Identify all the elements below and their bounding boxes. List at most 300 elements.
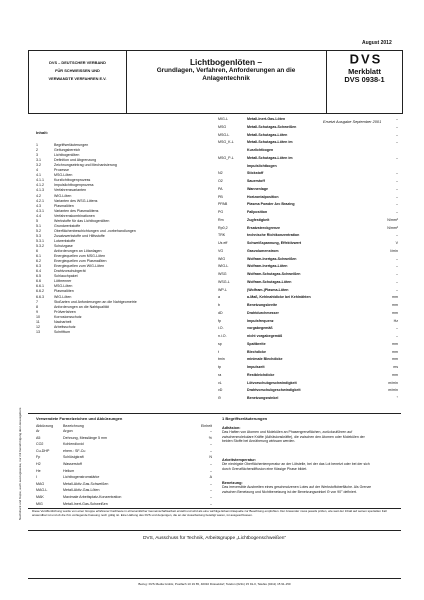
dvs-logo bbox=[332, 53, 400, 65]
disclaimer: Diese Veröffentlichung wurde von einer Gruppe erfahrener Fachleute in ehrenamtlicher Gemeinschaftsarbeit erstellt und wird als eine wichtige Erkenntnisquelle zur Beachtung empfohlen. Der Anwender muss jeweils prüfen, wie weit der Inhalt auf seinen speziellen Fall anwendbar ist und ob die ihm vorliegende Fassung noch gültig ist. Eine Haftung des DVS und derjenigen, die an der Ausarbeitung beteiligt waren, ist ausgeschlossen. bbox=[32, 509, 387, 517]
abbreviation-description: Drahtvorschubgeschwindigkeit bbox=[247, 388, 301, 393]
abbreviation-description: Impulszeit bbox=[247, 365, 265, 369]
formula-description: Argon bbox=[63, 429, 73, 433]
toc-item-title: Prozesse bbox=[54, 168, 69, 173]
abbreviation-row bbox=[218, 373, 398, 378]
formula-unit: – bbox=[210, 429, 212, 433]
association-line: FÜR SCHWEISSEN UND bbox=[55, 68, 100, 73]
abbreviation-list-right bbox=[218, 117, 398, 407]
abbreviation-row bbox=[218, 202, 398, 207]
abbreviation-unit: – bbox=[396, 272, 398, 276]
toc-item-number: 7 bbox=[36, 299, 38, 304]
abbreviation-symbol: Us eff bbox=[218, 241, 228, 245]
abbreviation-symbol: VG bbox=[218, 248, 224, 253]
abbreviation-symbol: PA bbox=[218, 186, 223, 191]
abbreviation-unit: m/min bbox=[388, 388, 398, 393]
toc-item-title: Arbeitsschutz bbox=[54, 324, 76, 329]
abbreviation-description: Metall-Inert-Gas-Löten bbox=[247, 117, 286, 121]
abbreviation-description: Ersatzstreckgrenze bbox=[247, 225, 280, 230]
section-1 bbox=[222, 417, 392, 509]
formula-unit: N bbox=[209, 455, 212, 460]
term-adhaesion bbox=[222, 426, 374, 443]
toc-item-title: Prüfverfahren bbox=[54, 309, 76, 314]
formula-symbol: CO2 bbox=[36, 442, 44, 447]
abbreviation-symbol: dD bbox=[218, 310, 223, 315]
toc-item-number: 6.6 bbox=[36, 279, 41, 284]
abbreviation-symbol: vL bbox=[218, 380, 222, 385]
abbreviation-unit: V bbox=[395, 241, 398, 245]
abbreviation-symbol: MSG-L bbox=[218, 132, 230, 137]
toc-item-number: 10 bbox=[36, 314, 40, 319]
abbreviation-description: Wolfram-Inertgas-Löten bbox=[247, 264, 288, 269]
toc-item-title: Schlauchpaket bbox=[54, 274, 78, 279]
formula-row bbox=[36, 455, 212, 460]
toc-item-title: Energiequellen zum MSG-Löten bbox=[54, 254, 106, 259]
abbreviation-row bbox=[218, 303, 398, 308]
toc-item-number: 1 bbox=[36, 143, 38, 147]
toc-item-number: 5.2 bbox=[36, 228, 41, 233]
toc-item-title: Grundwerkstoffe bbox=[54, 223, 81, 228]
abbreviation-row bbox=[218, 280, 398, 285]
dvs-logo-text: DVS bbox=[349, 53, 383, 65]
formula-symbol: Ar bbox=[36, 429, 40, 433]
formula-unit: – bbox=[210, 501, 212, 506]
formula-row bbox=[36, 469, 212, 474]
toc-item-title: Energiequellen zum WIG-Löten bbox=[54, 264, 105, 269]
abbreviation-unit: l/min bbox=[390, 248, 398, 253]
abbreviation-description: Wannenlage bbox=[247, 186, 269, 191]
abbreviation-unit: – bbox=[396, 279, 398, 284]
abbreviation-unit: – bbox=[396, 202, 398, 207]
abbreviation-unit: mm bbox=[392, 310, 398, 315]
column-header: Bezeichnung bbox=[63, 424, 84, 428]
toc-item-title: Korrosionsschutz bbox=[54, 314, 82, 319]
abbreviation-description: Metall-Schutzgas-Schweißen bbox=[247, 124, 297, 129]
toc-item-number: 6.1 bbox=[36, 254, 41, 259]
abbreviation-symbol: sp bbox=[218, 341, 222, 346]
toc-item-number: 4.1.1 bbox=[36, 178, 44, 183]
formula-row bbox=[36, 495, 212, 500]
toc-item-number: 4.4 bbox=[36, 213, 41, 218]
abbreviation-description: Wolfram-Schutzgas-Schweißen bbox=[247, 272, 301, 276]
abbreviation-symbol: N2 bbox=[218, 171, 223, 176]
term-text: Die niedrigste Oberflächentemperatur an der Lötstelle, bei der das Lot benetzt oder bei der sich durch Grenzflächendiffusion eine flüssige Phase bildet. bbox=[222, 462, 370, 471]
toc-item-number: 4.3 bbox=[36, 203, 41, 208]
formula-symbol: Fp bbox=[36, 455, 41, 460]
abbreviation-symbol: a bbox=[218, 295, 220, 300]
toc-item-number: 6.3 bbox=[36, 264, 41, 269]
abbreviation-unit: – bbox=[396, 132, 398, 137]
toc-item-number: 4.2 bbox=[36, 193, 41, 198]
formula-unit: – bbox=[210, 488, 212, 493]
abbreviation-row bbox=[218, 249, 398, 254]
abbreviation-unit: ms bbox=[393, 365, 398, 369]
formula-unit: – bbox=[210, 442, 212, 447]
abbreviation-description: Horizontalposition bbox=[247, 194, 279, 199]
abbreviation-symbol: MIG-L bbox=[218, 117, 228, 121]
abbreviation-description: Zugfestigkeit bbox=[247, 217, 270, 222]
abbreviation-description: technische Richtkonzentration bbox=[247, 233, 300, 238]
toc-item-title: Energiequellen zum Plasmalöten bbox=[54, 259, 107, 264]
association-line: DVS – DEUTSCHER VERBAND bbox=[49, 60, 106, 65]
abbreviation-row bbox=[218, 210, 398, 215]
abbreviation-row bbox=[218, 342, 398, 347]
edition-note: Ersetzt Ausgabe September 2001 bbox=[323, 119, 382, 124]
toc-item-title: Geltungsbereich bbox=[54, 148, 81, 153]
document-title bbox=[127, 57, 325, 82]
abbreviation-row bbox=[218, 117, 398, 122]
formula-description: Metall-Aktiv-Gas-Schweißen bbox=[63, 481, 109, 486]
abbreviation-row bbox=[218, 334, 398, 339]
abbreviation-symbol: Rm bbox=[218, 217, 224, 222]
association-name bbox=[29, 59, 126, 83]
abbreviation-unit: – bbox=[396, 256, 398, 261]
formula-symbol: MAG bbox=[36, 481, 45, 486]
abbreviation-description: Metall-Schutzgas-Löten im bbox=[247, 140, 293, 145]
toc-item-title: Zusatzwerkstoffe und Hilfsstoffe bbox=[54, 233, 105, 238]
toc-item-number: 5.3.2 bbox=[36, 244, 44, 248]
abbreviation-description: (Wolfram-)Plasma-Löten bbox=[247, 287, 289, 292]
section-1-title: 1 Begriffserläuterungen bbox=[222, 416, 268, 421]
toc-item-number: 9 bbox=[36, 309, 38, 314]
toc-item-title: Oberflächenbeschichtungen und -vorbehandlungen bbox=[54, 228, 136, 233]
abbreviation-unit: – bbox=[396, 186, 398, 191]
abbreviation-description: minimale Blechdicke bbox=[247, 357, 283, 362]
abbreviation-description: a-Maß, Kehlnahtdicke bei Kehlnähten bbox=[247, 295, 311, 300]
toc-item-number: 6.2 bbox=[36, 259, 41, 264]
abbreviation-row bbox=[218, 272, 398, 277]
abbreviation-row bbox=[218, 148, 398, 153]
formula-description: Schlüsigkraft bbox=[63, 455, 84, 460]
abbreviation-description: Wolfram-Schutzgas-Löten bbox=[247, 279, 292, 284]
formula-symbol: Cu-DHP bbox=[36, 448, 50, 453]
toc-item-title: Verfahrensvarianten bbox=[54, 188, 87, 193]
toc-item-title: Lichtbogenlöten bbox=[54, 153, 80, 158]
abbreviation-unit: N/mm² bbox=[387, 225, 398, 230]
toc-item-title: Werkstoffe für das Lichtbogenlöten bbox=[54, 218, 110, 223]
formula-section-title: Verwendete Formelzeichen und Abkürzungen bbox=[36, 416, 123, 421]
abbreviation-unit: – bbox=[396, 124, 398, 129]
abbreviation-description: Metall-Schutzgas-Löten im bbox=[247, 155, 293, 160]
toc-item-title: Definition und Abgrenzung bbox=[54, 158, 97, 163]
abbreviation-description: Sauerstoff bbox=[247, 179, 265, 183]
toc-item-number: 6 bbox=[36, 249, 38, 254]
abbreviation-symbol: PB bbox=[218, 194, 223, 199]
abbreviation-row bbox=[218, 365, 398, 370]
toc-item-number: 6.6.2 bbox=[36, 289, 44, 294]
abbreviation-row bbox=[218, 388, 398, 393]
abbreviation-symbol: ra bbox=[218, 372, 222, 377]
abbreviation-description: Schweißspannung, Effektivwert bbox=[247, 241, 302, 245]
abbreviation-symbol: b bbox=[218, 303, 220, 307]
table-of-contents bbox=[36, 131, 211, 343]
abbreviation-row bbox=[218, 311, 398, 316]
copyright-side-note bbox=[18, 180, 24, 520]
formula-row bbox=[36, 488, 212, 493]
toc-item-number: 8 bbox=[36, 304, 38, 309]
toc-item-title: Varianten des Plasmalötens bbox=[54, 208, 99, 213]
association-line: VERWANDTE VERFAHREN E.V. bbox=[48, 76, 107, 81]
section-divider bbox=[28, 530, 401, 531]
formula-row bbox=[36, 449, 212, 454]
formula-description: Helium bbox=[63, 468, 75, 473]
abbreviation-description: Impulslichtbogen bbox=[247, 163, 277, 168]
term-text: Das Haften von Atomen und Molekülen an Phasengrenzflächen, zurückzuführen auf zwischenmolekulare Kräfte (Adhäsionskräfte), die zwischen den Atomen oder Molekülen der beiden Stoffe bei Annäherung wirksam werden. bbox=[222, 430, 365, 443]
abbreviation-symbol: O2 bbox=[218, 179, 223, 183]
abbreviation-description: Blechdicke bbox=[247, 349, 266, 354]
abbreviation-description: Impulsfrequenz bbox=[247, 318, 274, 323]
abbreviation-symbol: WSG-L bbox=[218, 279, 230, 284]
toc-item-title: Kurzlichtbogenprozess bbox=[54, 178, 91, 183]
abbreviation-row bbox=[218, 350, 398, 355]
formula-description: Kohlendioxid bbox=[63, 442, 84, 447]
section-divider bbox=[28, 578, 401, 579]
toc-item-number: 5.3 bbox=[36, 233, 41, 238]
abbreviation-unit: – bbox=[396, 155, 398, 160]
toc-item-title: Nacharbeit bbox=[54, 319, 72, 324]
abbreviation-description: Metall-Schutzgas-Löten bbox=[247, 132, 288, 137]
abbreviation-symbol: i.O. bbox=[218, 326, 224, 331]
term-title: Arbeitstemperatur: bbox=[222, 458, 257, 462]
formula-row bbox=[36, 482, 212, 487]
formula-unit: – bbox=[210, 495, 212, 499]
abbreviation-row bbox=[218, 319, 398, 324]
formula-row bbox=[36, 475, 212, 480]
abbreviation-unit: ° bbox=[396, 396, 398, 400]
toc-item-title: Schrifttum bbox=[54, 329, 71, 334]
abbreviation-description: Plasma Powder Arc Brazing bbox=[247, 202, 295, 207]
abbreviation-unit: – bbox=[396, 233, 398, 238]
abbreviation-description: Spaltbreite bbox=[247, 341, 266, 346]
abbreviation-row bbox=[218, 133, 398, 138]
formula-unit: – bbox=[210, 462, 212, 466]
abbreviation-symbol: PPAB bbox=[218, 202, 228, 207]
abbreviation-unit: mm bbox=[392, 349, 398, 354]
abbreviation-row bbox=[218, 381, 398, 386]
toc-item-title: Anforderungen an Lötanlagen bbox=[54, 249, 102, 254]
formula-row bbox=[36, 429, 212, 434]
formula-unit: – bbox=[210, 468, 212, 473]
abbreviation-row bbox=[218, 156, 398, 161]
abbreviation-unit: – bbox=[396, 326, 398, 331]
toc-item-number: 13 bbox=[36, 329, 40, 334]
toc-item-title: Varianten des WSG-Lötens bbox=[54, 198, 98, 203]
title-line: Lichtbogenlöten – bbox=[189, 57, 263, 67]
publisher-info: Bezug: DVS Media GmbH, Postfach 10 19 65, 40010 Düsseldorf, Telefon (0211) 15 91-0, Telefax (0211) 15 91-150 bbox=[138, 582, 291, 586]
formula-row bbox=[36, 462, 212, 467]
abbreviation-symbol: t bbox=[218, 349, 219, 354]
formula-symbol: H2 bbox=[36, 462, 41, 466]
abbreviation-row bbox=[218, 357, 398, 362]
abbreviation-unit: mm bbox=[392, 341, 398, 346]
abbreviation-unit: – bbox=[396, 179, 398, 183]
issue-date: August 2012 bbox=[362, 40, 392, 46]
toc-item-number: 11 bbox=[36, 319, 40, 324]
abbreviation-description: Benetzungswinkel bbox=[247, 396, 279, 400]
abbreviation-description: Restbleichdicke bbox=[247, 372, 275, 377]
column-header: Abkürzung bbox=[36, 424, 54, 428]
abbreviation-row bbox=[218, 295, 398, 300]
toc-item-number: 3.2 bbox=[36, 163, 41, 168]
abbreviation-row bbox=[218, 257, 398, 262]
toc-item-title: Zeichnungseintrag und Mechanisierung bbox=[54, 163, 117, 168]
formula-description: Lichtbogenstromstärke bbox=[63, 475, 100, 480]
toc-item-number: 4 bbox=[36, 168, 38, 173]
toc-item-title: Plasmalöten bbox=[54, 203, 74, 208]
term-benetzung bbox=[222, 481, 374, 494]
abbreviation-unit: – bbox=[396, 171, 398, 176]
formula-symbol: I bbox=[36, 475, 37, 480]
abbreviation-symbol: vD bbox=[218, 388, 223, 393]
formula-row bbox=[36, 436, 212, 441]
toc-item-number: 6.6.1 bbox=[36, 284, 44, 289]
abbreviation-description: Kurzlichtbogen bbox=[247, 148, 274, 152]
abbreviation-row bbox=[218, 179, 398, 184]
abbreviation-description: Wolfram-Inertgas-Schweißen bbox=[247, 256, 297, 261]
toc-item-title: WIG-Löten bbox=[54, 294, 72, 299]
formula-description: Wasserstoff bbox=[63, 462, 82, 466]
toc-item-title: WIG-Löten bbox=[54, 193, 72, 198]
toc-item-number: 5.3.1 bbox=[36, 238, 44, 243]
abbreviation-unit: mm bbox=[392, 372, 398, 377]
abbreviation-symbol: WSG bbox=[218, 272, 227, 276]
abbreviation-row bbox=[218, 125, 398, 130]
toc-item-title: Impulslichtbogenprozess bbox=[54, 183, 94, 188]
abbreviation-row bbox=[218, 326, 398, 331]
formula-section bbox=[36, 417, 212, 513]
section-divider bbox=[28, 413, 401, 414]
abbreviation-unit: – bbox=[396, 117, 398, 121]
abbreviation-row bbox=[218, 233, 398, 238]
abbreviation-row bbox=[218, 218, 398, 223]
abbreviation-unit: – bbox=[396, 287, 398, 292]
abbreviation-description: Stickstoff bbox=[247, 171, 264, 176]
toc-item-number: 12 bbox=[36, 324, 40, 329]
abbreviation-symbol: WIG-L bbox=[218, 264, 229, 269]
abbreviation-row bbox=[218, 164, 398, 169]
formula-unit: – bbox=[210, 448, 212, 453]
abbreviation-row bbox=[218, 195, 398, 200]
abbreviation-row bbox=[218, 396, 398, 401]
abbreviation-symbol: MSG bbox=[218, 124, 227, 129]
formula-description: Maximale Arbeitsplatz-Konzentration bbox=[63, 495, 122, 499]
abbreviation-row bbox=[218, 241, 398, 246]
abbreviation-row bbox=[218, 171, 398, 176]
toc-item-number: 3 bbox=[36, 153, 38, 158]
formula-symbol: MAK bbox=[36, 495, 44, 499]
term-text: Das irreversible Ausbreiten eines geschmolzenen Lotes auf der Werkstoffoberfläche. Als Grenze zwischen Benetzung und Nichtbenetzung ist der Benetzungswinkel Θ von 90° definiert. bbox=[222, 485, 372, 494]
abbreviation-symbol: PG bbox=[218, 210, 224, 214]
abbreviation-symbol: tp bbox=[218, 365, 221, 369]
merkblatt-label: Merkblatt bbox=[348, 67, 381, 76]
abbreviation-row bbox=[218, 264, 398, 269]
toc-item-number: 5 bbox=[36, 218, 38, 223]
formula-symbol: A5 bbox=[36, 435, 41, 440]
abbreviation-symbol: MSG_P-L bbox=[218, 155, 234, 160]
document-number: DVS 0938-1 bbox=[344, 75, 385, 84]
toc-item-title: Lötbrenner bbox=[54, 279, 72, 284]
abbreviation-symbol: n.i.O. bbox=[218, 334, 227, 338]
abbreviation-description: Drahtdurchmesser bbox=[247, 310, 279, 315]
abbreviation-symbol: Θ bbox=[218, 396, 221, 400]
abbreviation-unit: mm bbox=[392, 295, 398, 300]
abbreviation-symbol: MSG_K-L bbox=[218, 140, 234, 145]
side-note-text: Nachdruck und Kopie, auch auszugsweise, nur mit Genehmigung des Herausgebers bbox=[18, 407, 22, 520]
abbreviation-description: Fallposition bbox=[247, 210, 268, 214]
abbreviation-unit: – bbox=[396, 334, 398, 338]
toc-item-number: 4.3.1 bbox=[36, 208, 44, 213]
abbreviation-unit: – bbox=[396, 140, 398, 145]
toc-item-title: MSG-Löten bbox=[54, 173, 73, 178]
term-title: Adhäsion: bbox=[222, 426, 241, 430]
toc-item-title: Anforderungen an die Nahtqualität bbox=[54, 304, 109, 309]
abbreviation-row bbox=[218, 140, 398, 145]
toc-item-title: MSG-Löten bbox=[54, 284, 73, 289]
toc-item-number: 6.4 bbox=[36, 269, 41, 274]
document-header bbox=[28, 50, 403, 114]
formula-unit: – bbox=[210, 481, 212, 486]
abbreviation-description: Lötvorschubgeschwindigkeit bbox=[247, 380, 297, 385]
formula-unit: % bbox=[208, 435, 212, 440]
toc-item-number: 4.2.1 bbox=[36, 198, 44, 203]
title-line: Anlagentechnik bbox=[202, 74, 250, 82]
formula-description: ehem.: SF-Cu bbox=[63, 448, 86, 453]
abbreviation-unit: Hz bbox=[393, 318, 398, 323]
column-header: Einheit bbox=[201, 424, 212, 428]
formula-symbol: He bbox=[36, 468, 41, 473]
abbreviation-symbol: TRK bbox=[218, 233, 226, 238]
abbreviation-symbol: Rp0,2 bbox=[218, 225, 228, 230]
abbreviation-symbol: WIG bbox=[218, 256, 226, 261]
toc-item-number: 6.6.3 bbox=[36, 294, 44, 299]
formula-row bbox=[36, 442, 212, 447]
term-title: Benetzung: bbox=[222, 481, 243, 485]
toc-title: Inhalt: bbox=[36, 130, 48, 135]
toc-item-number: 4.1.3 bbox=[36, 188, 44, 193]
abbreviation-row bbox=[218, 288, 398, 293]
formula-description: Metall-Inert-Gas-Schweißen bbox=[63, 501, 108, 506]
toc-item-title: Stoßarten und Anforderungen an die Nahtgeometrie bbox=[54, 299, 137, 304]
abbreviation-unit: mm bbox=[392, 357, 398, 362]
toc-item-number: 4.1 bbox=[36, 173, 41, 178]
abbreviation-unit: – bbox=[396, 194, 398, 199]
abbreviation-description: Benetzungsbreite bbox=[247, 303, 278, 307]
abbreviation-description: vorgabegemäß bbox=[247, 326, 273, 331]
abbreviation-unit: m/min bbox=[388, 380, 398, 385]
title-line: Grundlagen, Verfahren, Anforderungen an die bbox=[156, 67, 296, 74]
toc-item-title: Begriffserläuterungen bbox=[54, 143, 89, 147]
toc-item-title: Lotwerkstoffe bbox=[54, 238, 76, 243]
toc-item-number: 2 bbox=[36, 148, 38, 153]
abbreviation-unit: – bbox=[396, 264, 398, 269]
abbreviation-symbol: fp bbox=[218, 318, 221, 323]
toc-item-title: Schutzgase bbox=[54, 244, 73, 248]
formula-description: Metall-Aktiv-Gas-Löten bbox=[63, 488, 100, 493]
toc-item-number: 4.1.2 bbox=[36, 183, 44, 188]
toc-item bbox=[36, 330, 211, 335]
abbreviation-unit: – bbox=[396, 210, 398, 214]
abbreviation-row bbox=[218, 226, 398, 231]
abbreviation-unit: N/mm² bbox=[387, 217, 398, 222]
abbreviation-description: nicht vorgabegemäß bbox=[247, 334, 283, 338]
term-arbeitstemperatur bbox=[222, 458, 374, 471]
toc-item-number: 5.1 bbox=[36, 223, 41, 228]
toc-item-title: Verfahrenskombinationen bbox=[54, 213, 95, 218]
formula-row bbox=[36, 502, 212, 507]
abbreviation-symbol: WP-L bbox=[218, 287, 227, 292]
formula-symbol: MAG-L bbox=[36, 488, 48, 493]
abbreviation-unit: mm bbox=[392, 303, 398, 307]
